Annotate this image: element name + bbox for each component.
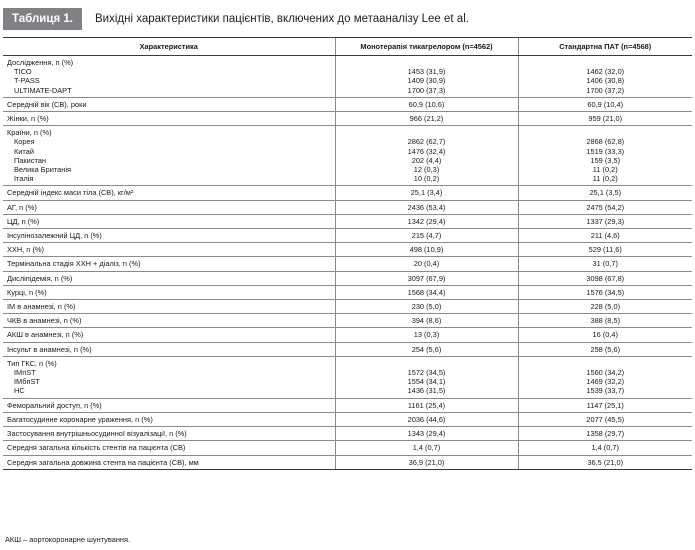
sub-characteristic-label: ІМпST: [14, 368, 36, 378]
ticagrelor-value-cell: [335, 427, 518, 441]
standard-dapt-value: 1462 (32,0): [586, 67, 625, 77]
characteristic-label: Середня загальна довжина стента на пацієнта (СВ), мм: [7, 457, 199, 467]
standard-dapt-value: 159 (3,5): [590, 155, 621, 165]
standard-dapt-value-cell: [518, 271, 692, 285]
standard-dapt-value: 31 (0,7): [592, 259, 618, 269]
characteristic-label: Середній вік (СВ), роки: [7, 99, 87, 109]
ticagrelor-value: 230 (5,0): [411, 302, 442, 312]
standard-dapt-value: 1358 (29,7): [586, 429, 625, 439]
ticagrelor-value-cell: [335, 243, 518, 257]
ticagrelor-values: [336, 345, 518, 354]
standard-dapt-value-cell: [518, 56, 692, 98]
standard-dapt-values: [519, 128, 693, 183]
ticagrelor-value-cell: [335, 398, 518, 412]
characteristic-cell: [3, 126, 335, 186]
ticagrelor-value: 12 (0,3): [413, 165, 440, 175]
standard-dapt-value-cell: [518, 412, 692, 426]
ticagrelor-values: [336, 302, 518, 311]
standard-dapt-value: 2475 (54,2): [586, 202, 625, 212]
ticagrelor-value: 25,1 (3,4): [410, 188, 443, 198]
header-ticagrelor: Монотерапія тикагрелором (n=4562): [335, 38, 518, 56]
characteristic-cell: [3, 412, 335, 426]
standard-dapt-values: [519, 443, 693, 452]
characteristic-cell: [3, 257, 335, 271]
characteristic-cell: [3, 56, 335, 98]
ticagrelor-values: [336, 288, 518, 297]
ticagrelor-values: [336, 128, 518, 183]
characteristic-cell: [3, 200, 335, 214]
characteristic-cell: [3, 300, 335, 314]
table-row: [3, 112, 692, 126]
standard-dapt-values: [519, 259, 693, 268]
ticagrelor-values: [336, 330, 518, 339]
standard-dapt-value: 1147 (25,1): [586, 400, 624, 410]
ticagrelor-value: 394 (8,6): [411, 316, 442, 326]
ticagrelor-values: [336, 245, 518, 254]
table-row: [3, 441, 692, 455]
ticagrelor-value: 20 (0,4): [413, 259, 440, 269]
standard-dapt-value-cell: [518, 285, 692, 299]
characteristic-cell: [3, 214, 335, 228]
standard-dapt-values: [519, 316, 693, 325]
standard-dapt-values: [519, 274, 693, 283]
ticagrelor-value: 10 (0,2): [413, 174, 440, 184]
table-row: [3, 314, 692, 328]
table-row: [3, 200, 692, 214]
ticagrelor-value: 1343 (29,4): [407, 429, 446, 439]
standard-dapt-value: 1337 (29,3): [586, 216, 625, 226]
standard-dapt-values: [519, 58, 693, 95]
standard-dapt-value: 1519 (33,3): [586, 146, 625, 156]
characteristic-label: Застосування внутрішньосудинної візуалізації, n (%): [7, 429, 187, 439]
characteristic-cell: [3, 112, 335, 126]
standard-dapt-value: 1700 (37,2): [586, 85, 625, 95]
ticagrelor-value: 1409 (30,9): [407, 76, 446, 86]
table-row: [3, 300, 692, 314]
standard-dapt-values: [519, 203, 693, 212]
characteristic-cell: [3, 314, 335, 328]
standard-dapt-value: 211 (4,6): [590, 231, 620, 241]
ticagrelor-values: [336, 231, 518, 240]
standard-dapt-value-cell: [518, 200, 692, 214]
characteristic-label: ЦД, n (%): [7, 216, 40, 226]
standard-dapt-value-cell: [518, 342, 692, 356]
characteristic-label: Жінки, n (%): [7, 114, 49, 124]
table-container: [3, 37, 692, 470]
ticagrelor-value: 966 (21,2): [409, 114, 444, 124]
standard-dapt-value: 60,9 (10,4): [587, 99, 624, 109]
ticagrelor-value: 1436 (31,5): [407, 386, 446, 396]
table-row: [3, 214, 692, 228]
sub-characteristic-label: ІМбпST: [14, 377, 40, 387]
characteristic-cell: [3, 398, 335, 412]
standard-dapt-values: [519, 114, 693, 123]
standard-dapt-value: 1560 (34,2): [586, 368, 625, 378]
ticagrelor-value-cell: [335, 455, 518, 469]
characteristic-cell: [3, 455, 335, 469]
characteristic-cell: [3, 441, 335, 455]
standard-dapt-value: 2077 (45,5): [586, 414, 625, 424]
standard-dapt-value-cell: [518, 243, 692, 257]
ticagrelor-value-cell: [335, 257, 518, 271]
ticagrelor-value: 1554 (34,1): [407, 377, 446, 387]
standard-dapt-value: 529 (11,6): [588, 245, 622, 255]
standard-dapt-values: [519, 217, 693, 226]
ticagrelor-value: 1161 (25,4): [407, 400, 446, 410]
characteristic-cell: [3, 427, 335, 441]
ticagrelor-value-cell: [335, 186, 518, 200]
standard-dapt-value: 1576 (34,5): [586, 287, 625, 297]
table-row: [3, 328, 692, 342]
characteristic-label: ЧКВ в анамнезі, n (%): [7, 316, 82, 326]
standard-dapt-values: [519, 245, 693, 254]
ticagrelor-value-cell: [335, 441, 518, 455]
standard-dapt-values: [519, 345, 693, 354]
ticagrelor-value: 1572 (34,5): [407, 368, 446, 378]
header-standard-dapt: Стандартна ПАТ (n=4568): [518, 38, 692, 56]
standard-dapt-value: 959 (21,0): [588, 114, 623, 124]
ticagrelor-values: [336, 443, 518, 452]
standard-dapt-value-cell: [518, 186, 692, 200]
ticagrelor-value: 2036 (44,6): [407, 414, 446, 424]
table-row: [3, 285, 692, 299]
standard-dapt-value: 3098 (67,8): [586, 273, 625, 283]
standard-dapt-values: [519, 401, 693, 410]
characteristic-label: Країни, n (%): [7, 128, 52, 138]
ticagrelor-values: [336, 259, 518, 268]
standard-dapt-values: [519, 330, 693, 339]
table-row: [3, 126, 692, 186]
standard-dapt-value: 11 (0,2): [592, 165, 618, 175]
standard-dapt-value: 2868 (62,8): [586, 137, 625, 147]
sub-characteristic-label: Китай: [14, 146, 34, 156]
table-row: [3, 243, 692, 257]
standard-dapt-values: [519, 415, 693, 424]
ticagrelor-value-cell: [335, 229, 518, 243]
ticagrelor-value: 215 (4,7): [411, 231, 442, 241]
table-row: [3, 455, 692, 469]
sub-characteristic-label: НС: [14, 386, 25, 396]
characteristic-cell: [3, 97, 335, 111]
standard-dapt-value-cell: [518, 398, 692, 412]
ticagrelor-values: [336, 401, 518, 410]
standard-dapt-value-cell: [518, 300, 692, 314]
standard-dapt-value: 11 (0,2): [592, 174, 618, 184]
standard-dapt-values: [519, 188, 693, 197]
ticagrelor-value-cell: [335, 97, 518, 111]
ticagrelor-value-cell: [335, 285, 518, 299]
ticagrelor-value: 1342 (29,4): [407, 216, 446, 226]
ticagrelor-values: [336, 415, 518, 424]
standard-dapt-value-cell: [518, 112, 692, 126]
baseline-characteristics-table: [3, 37, 692, 470]
characteristic-cell: [3, 186, 335, 200]
ticagrelor-value-cell: [335, 56, 518, 98]
table-row: [3, 186, 692, 200]
ticagrelor-values: [336, 188, 518, 197]
characteristic-label: Курці, n (%): [7, 287, 47, 297]
characteristic-label: Середній індекс маси тіла (СВ), кг/м²: [7, 188, 134, 198]
ticagrelor-value: 3097 (67,9): [407, 273, 446, 283]
sub-characteristic-label: Корея: [14, 137, 35, 147]
standard-dapt-value-cell: [518, 229, 692, 243]
characteristic-label: Тип ГКС, n (%): [7, 358, 57, 368]
standard-dapt-value-cell: [518, 427, 692, 441]
table-row: [3, 56, 692, 98]
table-row: [3, 229, 692, 243]
characteristic-cell: [3, 271, 335, 285]
ticagrelor-value: 2436 (53,4): [407, 202, 446, 212]
standard-dapt-value-cell: [518, 126, 692, 186]
standard-dapt-value: 1,4 (0,7): [591, 443, 620, 453]
ticagrelor-value-cell: [335, 412, 518, 426]
sub-characteristic-label: T-PASS: [14, 76, 40, 86]
standard-dapt-value: 258 (5,6): [590, 344, 621, 354]
table-number-badge: Таблиця 1.: [3, 8, 82, 30]
characteristic-label: ХХН, n (%): [7, 245, 44, 255]
table-row: [3, 97, 692, 111]
ticagrelor-values: [336, 359, 518, 396]
characteristic-cell: [3, 342, 335, 356]
ticagrelor-value: 13 (0,3): [413, 330, 440, 340]
standard-dapt-value: 1406 (30,8): [586, 76, 625, 86]
ticagrelor-value: 202 (4,4): [411, 155, 442, 165]
standard-dapt-value-cell: [518, 257, 692, 271]
characteristic-cell: [3, 229, 335, 243]
ticagrelor-value-cell: [335, 271, 518, 285]
sub-characteristic-label: Італія: [14, 174, 34, 184]
ticagrelor-values: [336, 58, 518, 95]
ticagrelor-values: [336, 429, 518, 438]
footnote: АКШ – аортокоронарне шунтування.: [5, 535, 131, 544]
standard-dapt-value: 16 (0,4): [592, 330, 618, 340]
ticagrelor-value: 60,9 (10,6): [408, 99, 445, 109]
characteristic-label: АГ, n (%): [7, 202, 37, 212]
characteristic-label: Дослідження, n (%): [7, 58, 74, 67]
table-row: [3, 398, 692, 412]
ticagrelor-value-cell: [335, 314, 518, 328]
table-row: [3, 271, 692, 285]
characteristic-cell: [3, 243, 335, 257]
table-header-row: [3, 38, 692, 56]
ticagrelor-value: 2862 (62,7): [407, 137, 446, 147]
table-row: [3, 356, 692, 398]
ticagrelor-values: [336, 274, 518, 283]
characteristic-cell: [3, 328, 335, 342]
ticagrelor-value: 1568 (34,4): [407, 287, 446, 297]
characteristic-cell: [3, 356, 335, 398]
standard-dapt-value-cell: [518, 441, 692, 455]
ticagrelor-values: [336, 316, 518, 325]
standard-dapt-value: 1469 (32,2): [586, 377, 625, 387]
ticagrelor-values: [336, 203, 518, 212]
ticagrelor-value-cell: [335, 356, 518, 398]
ticagrelor-value: 1700 (37,3): [407, 85, 446, 95]
ticagrelor-value: 1453 (31,9): [407, 67, 446, 77]
sub-characteristic-label: Велика Британія: [14, 165, 72, 175]
table-row: [3, 412, 692, 426]
standard-dapt-value-cell: [518, 214, 692, 228]
standard-dapt-values: [519, 288, 693, 297]
characteristic-label: Інсулінозалежний ЦД, n (%): [7, 231, 102, 241]
standard-dapt-values: [519, 359, 693, 396]
standard-dapt-value: 25,1 (3,5): [589, 188, 622, 198]
table-caption: Вихідні характеристики пацієнтів, включених до метааналізу Lee et al.: [95, 13, 469, 25]
standard-dapt-value: 228 (5,0): [590, 302, 621, 312]
table-row: [3, 342, 692, 356]
header-characteristic: Характеристика: [3, 38, 335, 56]
ticagrelor-value-cell: [335, 126, 518, 186]
ticagrelor-value-cell: [335, 300, 518, 314]
characteristic-cell: [3, 285, 335, 299]
standard-dapt-value-cell: [518, 97, 692, 111]
standard-dapt-values: [519, 231, 693, 240]
sub-characteristic-label: ULTIMATE-DAPT: [14, 85, 72, 95]
ticagrelor-values: [336, 114, 518, 123]
table-row: [3, 257, 692, 271]
ticagrelor-value: 498 (10,9): [409, 245, 444, 255]
table-body: [3, 56, 692, 470]
sub-characteristic-label: Пакистан: [14, 155, 46, 165]
standard-dapt-value-cell: [518, 328, 692, 342]
standard-dapt-value: 388 (8,5): [590, 316, 621, 326]
characteristic-label: Інсульт в анамнезі, n (%): [7, 344, 92, 354]
standard-dapt-value-cell: [518, 455, 692, 469]
ticagrelor-value: 1476 (32,4): [407, 146, 446, 156]
ticagrelor-values: [336, 217, 518, 226]
standard-dapt-value-cell: [518, 314, 692, 328]
ticagrelor-value: 254 (5,6): [411, 344, 442, 354]
characteristic-label: Дисліпідемія, n (%): [7, 273, 73, 283]
standard-dapt-value: 36,5 (21,0): [587, 457, 624, 467]
ticagrelor-value: 36,9 (21,0): [408, 457, 445, 467]
characteristic-label: Середня загальна кількість стентів на пацієнта (СВ): [7, 443, 186, 453]
characteristic-label: Феморальний доступ, n (%): [7, 400, 102, 410]
ticagrelor-value-cell: [335, 328, 518, 342]
characteristic-label: Термінальна стадія ХХН + діаліз, n (%): [7, 259, 141, 269]
ticagrelor-value-cell: [335, 200, 518, 214]
standard-dapt-value-cell: [518, 356, 692, 398]
ticagrelor-value-cell: [335, 342, 518, 356]
characteristic-label: ІМ в анамнезі, n (%): [7, 302, 76, 312]
standard-dapt-values: [519, 458, 693, 467]
ticagrelor-values: [336, 100, 518, 109]
ticagrelor-value-cell: [335, 112, 518, 126]
standard-dapt-values: [519, 100, 693, 109]
standard-dapt-value: 1539 (33,7): [586, 386, 625, 396]
standard-dapt-values: [519, 302, 693, 311]
ticagrelor-value-cell: [335, 214, 518, 228]
ticagrelor-value: 1,4 (0,7): [412, 443, 441, 453]
ticagrelor-values: [336, 458, 518, 467]
characteristic-label: Багатосудинне коронарне ураження, n (%): [7, 414, 153, 424]
table-row: [3, 427, 692, 441]
standard-dapt-values: [519, 429, 693, 438]
sub-characteristic-label: TICO: [14, 67, 32, 77]
characteristic-label: АКШ в анамнезі, n (%): [7, 330, 84, 340]
table-caption-bar: [0, 8, 695, 30]
